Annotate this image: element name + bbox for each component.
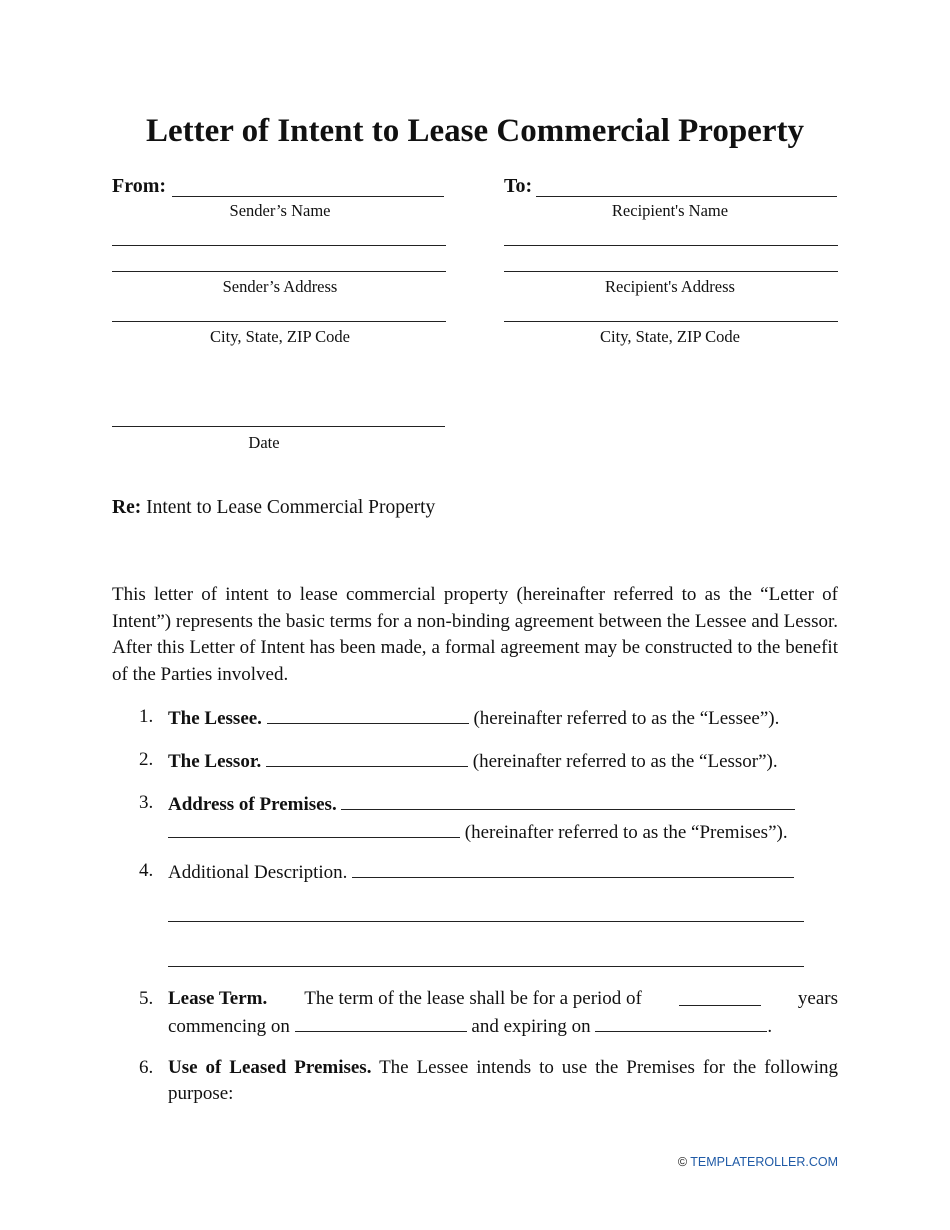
sender-city-caption: City, State, ZIP Code xyxy=(210,327,350,346)
footer-brand xyxy=(678,1155,838,1169)
item-title: Use of Leased Premises. xyxy=(168,1057,372,1078)
intro-paragraph: This letter of intent to lease commercial property (hereinafter referred to as the “Letter of Intent”) represents the basic terms for a non-binding agreement between the Lessee and Lessor. After this Letter of Intent has been made, a formal agreement may be constructed to the benefit of the Parties involved. xyxy=(112,584,838,685)
sender-address-caption: Sender’s Address xyxy=(222,277,338,296)
lessee-blank[interactable] xyxy=(267,704,469,724)
term-years-blank[interactable] xyxy=(679,986,761,1006)
item-number: 6. xyxy=(139,1057,154,1078)
document-title: Letter of Intent to Lease Commercial Property xyxy=(146,113,804,149)
footer-site-link[interactable]: TEMPLATEROLLER.COM xyxy=(690,1155,838,1169)
recipient-name-line[interactable] xyxy=(536,196,837,197)
description-blank-2[interactable] xyxy=(168,921,804,922)
item-title: The Lessee. xyxy=(168,708,262,729)
description-blank-3[interactable] xyxy=(168,966,804,967)
item-number: 1. xyxy=(139,706,154,727)
recipient-address-caption: Recipient's Address xyxy=(605,277,735,296)
sender-address-line-2[interactable] xyxy=(112,271,446,272)
item-text: (hereinafter referred to as the “Lessor”). xyxy=(472,751,778,772)
item-number: 5. xyxy=(139,988,154,1009)
item-title: Address of Premises. xyxy=(168,794,337,815)
expiring-date-blank[interactable] xyxy=(595,1012,767,1032)
recipient-address-line-2[interactable] xyxy=(504,271,838,272)
item-text: The Lessee intends to use the Premises for the following xyxy=(379,1057,838,1078)
sender-name-caption: Sender’s Name xyxy=(229,201,331,220)
item-text: years xyxy=(797,988,838,1009)
re-text: Intent to Lease Commercial Property xyxy=(146,497,436,518)
recipient-name-caption: Recipient's Name xyxy=(611,201,729,220)
description-blank-1[interactable] xyxy=(352,858,794,878)
item-text-continued: purpose: xyxy=(168,1083,234,1104)
date-line[interactable] xyxy=(112,426,445,427)
copyright-symbol: © xyxy=(677,1155,688,1169)
item-number: 2. xyxy=(139,749,154,770)
item-text: commencing on xyxy=(168,1016,290,1037)
item-text: (hereinafter referred to as the “Lessee”). xyxy=(473,708,780,729)
item-text: and expiring on xyxy=(471,1016,591,1037)
date-caption: Date xyxy=(248,433,280,452)
premises-address-blank-1[interactable] xyxy=(341,790,795,810)
item-number: 3. xyxy=(139,792,154,813)
item-title: The Lessor. xyxy=(168,751,262,772)
item-text: Additional Description. xyxy=(168,862,348,883)
recipient-city-line[interactable] xyxy=(504,321,838,322)
commencing-date-blank[interactable] xyxy=(295,1012,467,1032)
recipient-city-caption: City, State, ZIP Code xyxy=(600,327,740,346)
re-line xyxy=(112,497,435,519)
sender-name-line[interactable] xyxy=(172,196,444,197)
recipient-address-line-1[interactable] xyxy=(504,245,838,246)
lessor-blank[interactable] xyxy=(266,747,468,767)
sender-city-line[interactable] xyxy=(112,321,446,322)
item-text: (hereinafter referred to as the “Premises”). xyxy=(464,822,788,843)
from-label: From: xyxy=(112,175,167,197)
to-label: To: xyxy=(504,175,533,197)
item-text: The term of the lease shall be for a period of xyxy=(304,988,642,1009)
premises-address-blank-2[interactable] xyxy=(168,818,460,838)
sender-address-line-1[interactable] xyxy=(112,245,446,246)
item-text: . xyxy=(767,1016,773,1037)
item-title: Lease Term. xyxy=(168,988,268,1009)
item-number: 4. xyxy=(139,860,154,881)
re-label: Re: xyxy=(112,497,142,518)
